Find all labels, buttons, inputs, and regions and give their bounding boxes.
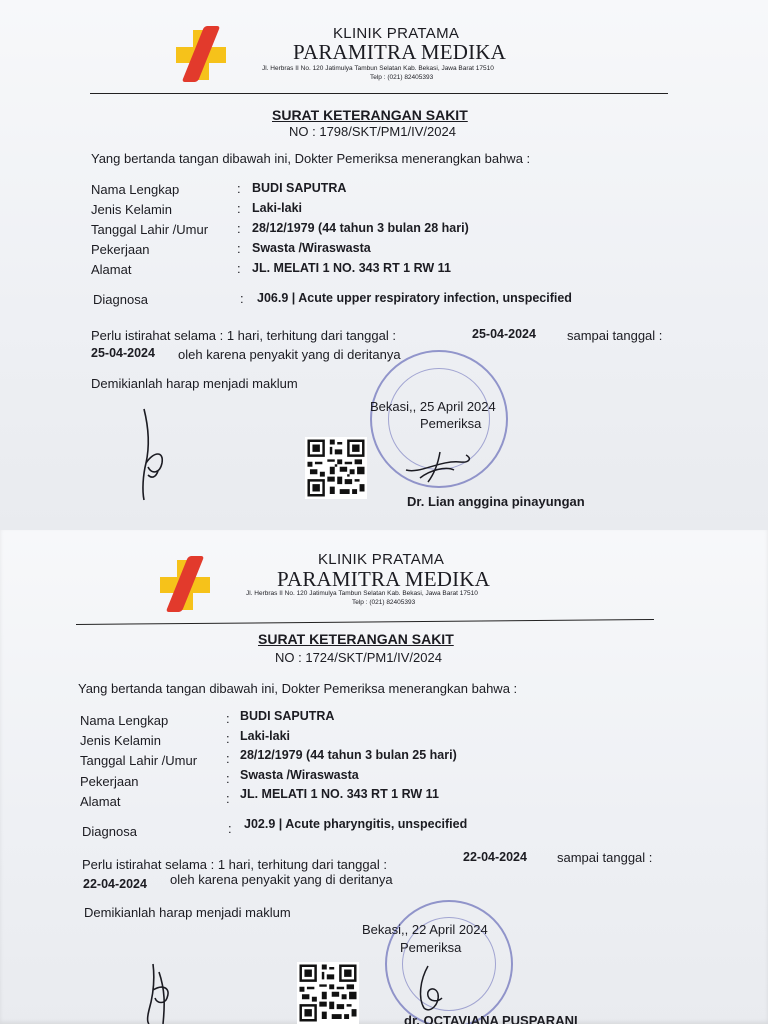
clinic-logo (160, 560, 210, 610)
field-colon: : (237, 201, 241, 216)
field-label: Pekerjaan (80, 774, 139, 789)
closing-text: Demikianlah harap menjadi maklum (84, 905, 291, 920)
doctor-signature (412, 960, 452, 1015)
letter-title: SURAT KETERANGAN SAKIT (258, 631, 454, 647)
field-label: Jenis Kelamin (91, 202, 172, 217)
rest-from-date: 25-04-2024 (472, 327, 536, 341)
diagnosis-label: Diagnosa (82, 824, 137, 839)
field-label: Tanggal Lahir /Umur (91, 222, 209, 237)
clinic-phone: Telp : (021) 82405393 (370, 74, 434, 81)
field-value: Laki-laki (252, 201, 303, 215)
field-colon: : (237, 241, 241, 256)
field-value: Swasta /Wiraswasta (252, 241, 371, 255)
field-value: 28/12/1979 (44 tahun 3 bulan 28 hari) (252, 221, 469, 235)
place-date: Bekasi,, 22 April 2024 (362, 922, 488, 937)
header-divider (76, 619, 654, 625)
diagnosis-label: Diagnosa (93, 292, 148, 307)
field-value: 28/12/1979 (44 tahun 3 bulan 25 hari) (240, 748, 457, 762)
letter-number: NO : 1724/SKT/PM1/IV/2024 (275, 650, 442, 665)
rest-to-date: 25-04-2024 (91, 346, 155, 360)
field-value: Swasta /Wiraswasta (240, 768, 359, 782)
rest-reason: oleh karena penyakit yang di deritanya (178, 347, 401, 362)
intro-text: Yang bertanda tangan dibawah ini, Dokter Pemeriksa menerangkan bahwa : (91, 151, 531, 166)
field-label: Nama Lengkap (91, 182, 180, 197)
diagnosis-value: J02.9 | Acute pharyngitis, unspecified (244, 817, 468, 831)
letter-title: SURAT KETERANGAN SAKIT (272, 107, 468, 123)
field-colon: : (226, 711, 230, 726)
field-colon: : (237, 181, 241, 196)
clinic-type: KLINIK PRATAMA (333, 25, 460, 42)
examiner-label: Pemeriksa (420, 416, 482, 431)
clinic-name: PARAMITRA MEDIKA (293, 40, 507, 64)
rest-reason: oleh karena penyakit yang di deritanya (170, 872, 393, 887)
qr-code (297, 962, 359, 1024)
field-colon: : (240, 291, 244, 306)
field-value: Laki-laki (240, 729, 291, 743)
clinic-logo (176, 30, 226, 80)
field-colon: : (228, 821, 232, 836)
clinic-address: Jl. Herbras II No. 120 Jatimulya Tambun Selatan Kab. Bekasi, Jawa Barat 17510 (246, 590, 478, 597)
field-value: JL. MELATI 1 NO. 343 RT 1 RW 11 (252, 261, 451, 275)
field-colon: : (226, 751, 230, 766)
field-value: BUDI SAPUTRA (240, 709, 335, 723)
rest-text: Perlu istirahat selama : 1 hari, terhitung dari tanggal : (91, 328, 396, 343)
clinic-type: KLINIK PRATAMA (318, 551, 445, 568)
field-value: BUDI SAPUTRA (252, 181, 347, 195)
field-colon: : (237, 261, 241, 276)
qr-code-graphic (297, 962, 359, 1024)
field-colon: : (226, 791, 230, 806)
field-value: JL. MELATI 1 NO. 343 RT 1 RW 11 (240, 787, 439, 801)
letter-number: NO : 1798/SKT/PM1/IV/2024 (289, 124, 456, 139)
header-divider (90, 93, 668, 94)
field-colon: : (226, 771, 230, 786)
examiner-label: Pemeriksa (400, 940, 462, 955)
rest-from-date: 22-04-2024 (463, 850, 527, 864)
qr-code-graphic (305, 437, 367, 499)
rest-until-label: sampai tanggal : (567, 328, 663, 343)
doctor-name: Dr. Lian anggina pinayungan (407, 494, 585, 509)
field-label: Pekerjaan (91, 242, 150, 257)
field-label: Alamat (91, 262, 132, 277)
field-colon: : (237, 221, 241, 236)
field-colon: : (226, 731, 230, 746)
rest-until-label: sampai tanggal : (557, 850, 653, 865)
clinic-name: PARAMITRA MEDIKA (277, 567, 491, 591)
qr-code (305, 437, 367, 499)
sick-letter-2 (0, 530, 768, 1024)
field-label: Tanggal Lahir /Umur (80, 753, 198, 768)
doctor-name: dr. OCTAVIANA PUSPARANI (404, 1013, 578, 1024)
clinic-phone: Telp : (021) 82405393 (352, 599, 416, 606)
closing-text: Demikianlah harap menjadi maklum (91, 376, 298, 391)
rest-to-date: 22-04-2024 (83, 877, 147, 891)
patient-signature (130, 405, 180, 505)
clinic-address: Jl. Herbras II No. 120 Jatimulya Tambun Selatan Kab. Bekasi, Jawa Barat 17510 (262, 65, 494, 72)
place-date: Bekasi,, 25 April 2024 (370, 399, 496, 414)
intro-text: Yang bertanda tangan dibawah ini, Dokter Pemeriksa menerangkan bahwa : (78, 681, 518, 696)
rest-text: Perlu istirahat selama : 1 hari, terhitung dari tanggal : (82, 857, 387, 872)
field-label: Jenis Kelamin (80, 733, 161, 748)
field-label: Alamat (80, 794, 121, 809)
patient-signature (135, 960, 185, 1024)
diagnosis-value: J06.9 | Acute upper respiratory infection, unspecified (257, 291, 572, 305)
field-label: Nama Lengkap (80, 713, 169, 728)
doctor-signature (400, 440, 480, 485)
